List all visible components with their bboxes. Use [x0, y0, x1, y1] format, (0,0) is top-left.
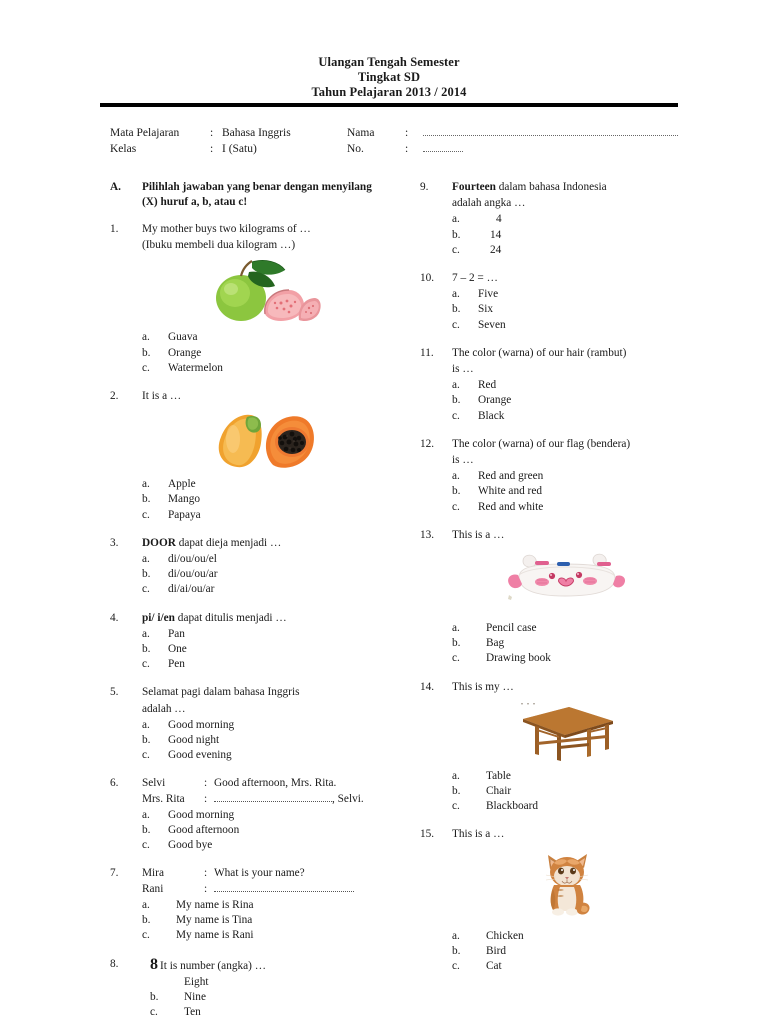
section-heading-a [110, 180, 385, 209]
question-3-stem-rest: dapat dieja menjadi … [175, 536, 282, 549]
question-15-options [452, 929, 682, 975]
option-item[interactable] [452, 409, 682, 424]
question-13-stem: This is a … [452, 528, 505, 541]
option-item[interactable] [452, 636, 682, 651]
header-divider-rule [100, 103, 678, 107]
question-1 [110, 222, 385, 376]
question-10-number: 10. [420, 272, 435, 285]
option-text: Six [478, 303, 494, 316]
question-10-options [452, 287, 682, 333]
option-text: di/ou/ou/el [168, 553, 217, 566]
option-key: c. [452, 800, 460, 813]
header-line-3: Tahun Pelajaran 2013 / 2014 [311, 85, 467, 99]
option-item[interactable] [150, 975, 385, 990]
option-text: Ten [184, 1006, 201, 1019]
option-text: Good afternoon [168, 824, 240, 837]
option-key: b. [452, 228, 461, 241]
questions-column-right [420, 180, 682, 987]
speaker-name: Rani [142, 882, 164, 895]
option-text: Guava [168, 331, 198, 344]
class-label: Kelas [110, 143, 137, 155]
option-key: b. [150, 990, 159, 1003]
question-4-stem-rest: dapat ditulis menjadi … [174, 611, 287, 624]
question-7-options [142, 898, 385, 944]
question-11-number: 11. [420, 346, 434, 359]
question-2-options [142, 477, 385, 523]
option-item[interactable] [452, 784, 682, 799]
number-colon: : [405, 143, 409, 155]
option-key: a. [452, 929, 460, 942]
option-item[interactable] [452, 287, 682, 302]
question-15-number: 15. [420, 828, 435, 841]
question-10 [420, 271, 682, 333]
identity-row-subject [110, 125, 680, 141]
option-key: a. [452, 288, 460, 301]
cat-image [452, 849, 682, 919]
option-text: Pencil case [486, 622, 537, 635]
subject-label: Mata Pelajaran [110, 127, 180, 139]
table-image [452, 699, 682, 761]
question-5-stem-line-1: Selamat pagi dalam bahasa Inggris [142, 686, 300, 699]
option-text: Nine [184, 990, 206, 1003]
name-label: Nama [347, 127, 375, 139]
questions-column-left [110, 180, 385, 1033]
question-7 [110, 866, 385, 943]
option-key: c. [142, 839, 150, 852]
option-item[interactable] [452, 212, 682, 227]
option-text: Cat [486, 960, 502, 973]
option-text: Chair [486, 785, 512, 798]
option-item[interactable] [142, 733, 385, 748]
speaker-colon: : [204, 882, 208, 895]
option-item[interactable] [142, 552, 385, 567]
option-item[interactable] [142, 718, 385, 733]
answer-blank[interactable] [214, 882, 354, 892]
speaker-colon: : [204, 792, 208, 805]
question-1-stem-line-1: My mother buys two kilograms of … [142, 223, 311, 235]
name-colon: : [405, 127, 409, 139]
question-12-stem-line-2: is … [452, 454, 474, 467]
speaker-utterance: , Selvi. [332, 792, 364, 805]
question-1-options [142, 330, 385, 376]
question-12-options [452, 469, 682, 515]
number-fill-field[interactable] [423, 142, 463, 152]
question-4-stem-bold: pi/ i/en [142, 611, 175, 624]
option-text: Orange [478, 394, 512, 407]
option-key: b. [142, 914, 151, 927]
option-item[interactable] [142, 642, 385, 657]
option-key: a. [142, 627, 150, 640]
option-key: c. [452, 652, 460, 665]
option-key: b. [142, 568, 151, 581]
name-fill-field[interactable] [423, 126, 678, 136]
question-9-stem-bold: Fourteen [452, 181, 496, 193]
option-key: c. [142, 508, 150, 521]
option-item[interactable] [452, 318, 682, 333]
question-6-options [142, 808, 385, 854]
document-header [100, 55, 678, 100]
option-item[interactable] [452, 228, 682, 243]
question-9-stem-rest: dalam bahasa Indonesia [495, 181, 607, 193]
question-10-stem: 7 – 2 = … [452, 272, 498, 285]
option-key: b. [452, 637, 461, 650]
question-12-number: 12. [420, 437, 435, 450]
option-text: Blackboard [486, 800, 539, 813]
option-key: b. [452, 485, 461, 498]
option-item[interactable] [142, 627, 385, 642]
option-text: White and red [478, 485, 542, 498]
question-6 [110, 776, 385, 853]
option-item[interactable] [452, 500, 682, 515]
speaker-name: Mira [142, 867, 164, 880]
option-text: Chicken [486, 929, 524, 942]
option-text: di/ou/ou/ar [168, 568, 218, 581]
question-14 [420, 680, 682, 815]
option-text: Good morning [168, 808, 235, 821]
option-key: a. [142, 331, 150, 344]
option-item[interactable] [142, 582, 385, 597]
option-key: a. [142, 898, 150, 911]
number-label: No. [347, 143, 364, 155]
question-13 [420, 528, 682, 667]
option-key: a. [452, 213, 460, 226]
option-item[interactable] [142, 477, 385, 492]
option-item[interactable] [142, 657, 385, 672]
question-7-number: 7. [110, 867, 119, 880]
option-key: c. [452, 960, 460, 973]
question-8 [110, 957, 385, 1021]
question-13-options [452, 621, 682, 667]
question-12 [420, 437, 682, 515]
option-text: 4 [496, 213, 502, 226]
option-key: c. [150, 1006, 158, 1019]
option-item[interactable] [452, 929, 682, 944]
option-text: Papaya [168, 508, 201, 521]
question-11 [420, 346, 682, 424]
option-text: Red [478, 379, 497, 392]
identity-row-class [110, 141, 680, 157]
option-text: Pan [168, 627, 185, 640]
question-3-stem [142, 536, 385, 551]
option-item[interactable] [452, 484, 682, 499]
option-item[interactable] [142, 567, 385, 582]
option-text: Mango [168, 493, 201, 506]
option-text: Bird [486, 944, 507, 957]
question-8-big-digit: 8 [150, 955, 158, 973]
header-line-1: Ulangan Tengah Semester [318, 55, 460, 69]
question-9 [420, 180, 682, 258]
option-key: c. [452, 500, 460, 513]
subject-value: Bahasa Inggris [222, 127, 291, 139]
question-13-number: 13. [420, 528, 435, 541]
option-text: Orange [168, 346, 202, 359]
question-14-options [452, 769, 682, 815]
option-item[interactable] [150, 990, 385, 1005]
option-key: c. [452, 318, 460, 331]
option-key: b. [142, 493, 151, 506]
speaker-name: Selvi [142, 777, 166, 790]
option-key: b. [142, 346, 151, 359]
question-9-stem-line-1 [452, 180, 682, 195]
option-text: My name is Rani [176, 929, 254, 942]
option-key: b. [142, 824, 151, 837]
option-text: Bag [486, 637, 505, 650]
option-key: a. [142, 808, 150, 821]
question-7-dialog-line-1 [142, 866, 385, 881]
class-colon: : [210, 143, 214, 155]
question-4-options [142, 627, 385, 673]
option-key: c. [142, 749, 150, 762]
speaker-utterance: What is your name? [214, 867, 305, 880]
option-key: c. [142, 583, 150, 596]
option-key: c. [142, 361, 150, 374]
option-key: a. [452, 379, 460, 392]
question-4 [110, 611, 385, 673]
option-item[interactable] [150, 1005, 385, 1020]
option-key: c. [452, 243, 460, 256]
question-14-number: 14. [420, 680, 435, 693]
question-9-stem-line-2: adalah angka … [452, 197, 526, 210]
option-key: a. [142, 478, 150, 491]
question-5-options [142, 718, 385, 764]
question-5-stem-line-2: adalah … [142, 702, 186, 715]
option-text: di/ai/ou/ar [168, 583, 215, 596]
option-key: b. [452, 394, 461, 407]
question-3 [110, 536, 385, 598]
option-text: One [168, 643, 187, 656]
speaker-colon: : [204, 777, 208, 790]
question-11-stem-line-1: The color (warna) of our hair (rambut) [452, 346, 627, 359]
option-text: Apple [168, 478, 196, 491]
option-text: Black [478, 409, 505, 422]
question-8-options [150, 975, 385, 1021]
option-text: Watermelon [168, 361, 223, 374]
option-key: b. [142, 643, 151, 656]
pencil-case-image [452, 551, 682, 611]
header-line-2: Tingkat SD [357, 70, 421, 84]
question-3-number: 3. [110, 536, 119, 549]
question-9-options [452, 212, 682, 258]
question-9-number: 9. [420, 181, 429, 193]
question-1-stem-line-2: (Ibuku membeli dua kilogram …) [142, 239, 296, 252]
option-key: b. [452, 944, 461, 957]
question-12-stem-line-1: The color (warna) of our flag (bendera) [452, 437, 631, 450]
question-8-stem-rest: It is number (angka) … [160, 959, 267, 972]
option-item[interactable] [452, 944, 682, 959]
option-text: Table [486, 769, 511, 782]
option-key: b. [142, 734, 151, 747]
question-15-stem: This is a … [452, 828, 505, 841]
option-key: b. [452, 303, 461, 316]
option-item[interactable] [452, 769, 682, 784]
option-item[interactable] [142, 808, 385, 823]
option-text: Red and green [478, 470, 544, 483]
option-text: Red and white [478, 500, 544, 513]
option-key: a. [142, 553, 150, 566]
option-key: a. [452, 470, 460, 483]
option-text: My name is Tina [176, 914, 253, 927]
option-item[interactable] [142, 838, 385, 853]
question-6-number: 6. [110, 777, 119, 790]
question-15 [420, 827, 682, 974]
option-item[interactable] [142, 361, 385, 376]
option-key: a. [452, 769, 460, 782]
question-2-stem: It is a … [142, 390, 182, 403]
option-item[interactable] [142, 898, 385, 913]
question-7-dialog-line-2 [142, 882, 385, 897]
question-2 [110, 389, 385, 523]
option-item[interactable] [142, 508, 385, 523]
option-key: c. [142, 929, 150, 942]
option-item[interactable] [142, 346, 385, 361]
guava-image [142, 258, 385, 324]
option-item[interactable] [452, 243, 682, 258]
papaya-image [142, 409, 385, 471]
speaker-utterance: Good afternoon, Mrs. Rita. [214, 777, 337, 790]
section-mark: A. [110, 181, 121, 193]
question-2-number: 2. [110, 390, 119, 403]
question-6-dialog-line-1 [142, 776, 385, 791]
option-item[interactable] [142, 748, 385, 763]
speaker-colon: : [204, 867, 208, 880]
question-11-options [452, 378, 682, 424]
option-text: Seven [478, 318, 506, 331]
answer-blank[interactable] [214, 792, 332, 802]
option-text: Good bye [168, 839, 213, 852]
question-8-number: 8. [110, 957, 119, 970]
question-3-options [142, 552, 385, 598]
question-4-stem [142, 611, 385, 626]
option-item[interactable] [142, 492, 385, 507]
question-6-dialog-line-2 [142, 792, 385, 807]
option-item[interactable] [142, 928, 385, 943]
option-item[interactable] [452, 959, 682, 974]
class-value: I (Satu) [222, 143, 257, 155]
option-text: Eight [184, 975, 209, 988]
question-5 [110, 685, 385, 763]
option-item[interactable] [452, 302, 682, 317]
option-item[interactable] [142, 913, 385, 928]
option-text: Good evening [168, 749, 232, 762]
option-item[interactable] [452, 393, 682, 408]
option-item[interactable] [452, 621, 682, 636]
option-key: a. [142, 718, 150, 731]
option-key: c. [142, 658, 150, 671]
option-text: Pen [168, 658, 185, 671]
speaker-name: Mrs. Rita [142, 792, 185, 805]
identity-block [110, 125, 680, 157]
question-4-number: 4. [110, 611, 119, 624]
option-text: My name is Rina [176, 898, 254, 911]
subject-colon: : [210, 127, 214, 139]
question-1-number: 1. [110, 223, 119, 235]
option-item[interactable] [452, 651, 682, 666]
option-item[interactable] [452, 799, 682, 814]
option-text: Good morning [168, 718, 235, 731]
question-3-stem-bold: DOOR [142, 536, 176, 549]
option-item[interactable] [452, 469, 682, 484]
question-11-stem-line-2: is … [452, 363, 474, 376]
option-key: b. [452, 785, 461, 798]
option-text: 14 [490, 228, 502, 241]
question-8-stem [150, 957, 385, 974]
option-key: a. [452, 622, 460, 635]
option-item[interactable] [142, 823, 385, 838]
question-5-number: 5. [110, 686, 119, 699]
option-text: Good night [168, 734, 220, 747]
section-instruction: Pilihlah jawaban yang benar dengan menyilang (X) huruf a, b, atau c! [142, 181, 372, 208]
question-14-stem: This is my … [452, 680, 514, 693]
option-text: Drawing book [486, 652, 551, 665]
option-text: 24 [490, 243, 502, 256]
option-item[interactable] [142, 330, 385, 345]
option-item[interactable] [452, 378, 682, 393]
option-key: c. [452, 409, 460, 422]
option-text: Five [478, 288, 499, 301]
